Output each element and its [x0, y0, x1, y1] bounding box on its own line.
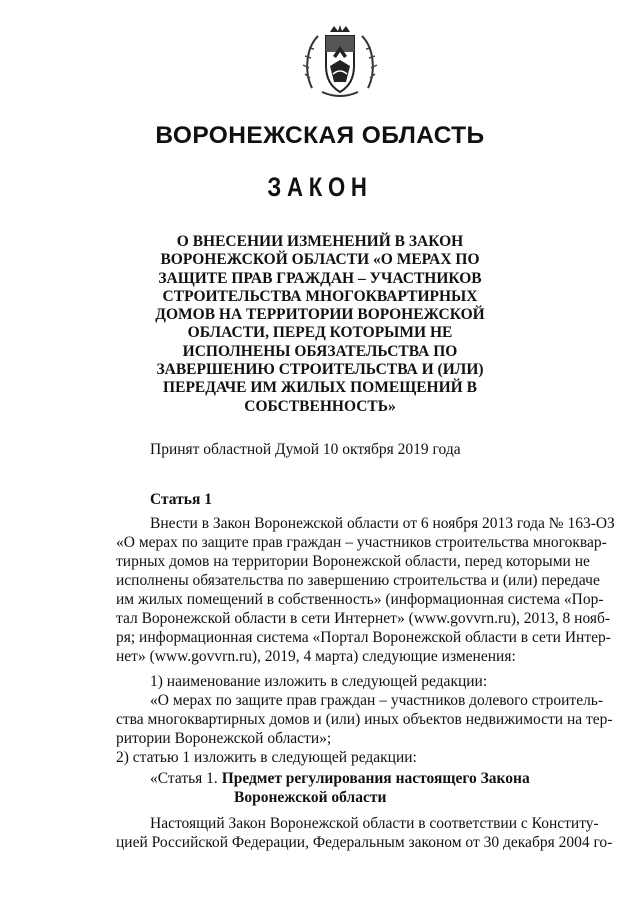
title-line: ДОМОВ НА ТЕРРИТОРИИ ВОРОНЕЖСКОЙ: [155, 306, 485, 324]
amendment-item: 1) наименование изложить в следующей редакции:: [150, 673, 488, 690]
title-line: СТРОИТЕЛЬСТВА МНОГОКВАРТИРНЫХ: [162, 287, 478, 305]
amendment-text: ства многоквартирных домов и (или) иных объектов недвижимости на тер-: [116, 711, 613, 728]
new-article-title-cont: Воронежской области: [234, 789, 387, 806]
article-1-line: «О мерах по защите прав граждан – участников строительства многоквар-: [116, 534, 607, 551]
coat-of-arms-icon: [300, 22, 380, 100]
law-title: [0, 233, 640, 416]
title-line: ЗАЩИТЕ ПРАВ ГРАЖДАН – УЧАСТНИКОВ: [158, 269, 482, 287]
title-line: ЗАВЕРШЕНИЮ СТРОИТЕЛЬСТВА И (ИЛИ): [156, 361, 484, 379]
article-1-line: ря; информационная система «Портал Воронежской области в сети Интер-: [116, 629, 611, 646]
title-line: ИСПОЛНЕНЫ ОБЯЗАТЕЛЬСТВА ПО: [182, 342, 458, 360]
amendment-item: 2) статью 1 изложить в следующей редакции:: [116, 749, 417, 766]
new-article-title: Предмет регулирования настоящего Закона: [221, 770, 530, 787]
new-article-heading: [150, 770, 638, 788]
title-line: О ВНЕСЕНИИ ИЗМЕНЕНИЙ В ЗАКОН: [176, 233, 464, 250]
document-type: ЗАКОН: [267, 172, 373, 202]
title-line: СОБСТВЕННОСТЬ»: [244, 397, 396, 415]
body-line: Настоящий Закон Воронежской области в соответствии с Конститу-: [150, 815, 599, 832]
article-1-line: тал Воронежской области в сети Интернет» (www.govvrn.ru), 2013, 8 нояб-: [116, 610, 611, 627]
amendment-text: ритории Воронежской области»;: [116, 730, 332, 747]
article-1-line: им жилых помещений в собственность» (информационная система «Пор-: [116, 591, 604, 608]
title-line: ПЕРЕДАЧЕ ИМ ЖИЛЫХ ПОМЕЩЕНИЙ В: [163, 379, 477, 397]
article-1-line: Внести в Закон Воронежской области от 6 ноября 2013 года № 163-ОЗ: [150, 515, 615, 532]
new-article-prefix: «Статья 1.: [150, 770, 222, 787]
amendment-text: «О мерах по защите прав граждан – участников долевого строитель-: [150, 692, 604, 709]
article-1-heading: Статья 1: [150, 491, 212, 508]
title-line: ОБЛАСТИ, ПЕРЕД КОТОРЫМИ НЕ: [187, 324, 453, 342]
body-line: цией Российской Федерации, Федеральным законом от 30 декабря 2004 го-: [116, 834, 613, 851]
article-1-line: исполнены обязательства по завершению строительства и (или) передаче: [116, 572, 600, 589]
adoption-date: Принят областной Думой 10 октября 2019 года: [150, 441, 461, 458]
title-line: ВОРОНЕЖСКОЙ ОБЛАСТИ «О МЕРАХ ПО: [160, 251, 480, 269]
article-1-line: нет» (www.govvrn.ru), 2019, 4 марта) следующие изменения:: [116, 648, 516, 665]
article-1-line: тирных домов на территории Воронежской области, перед которыми не: [116, 553, 590, 570]
region-name: ВОРОНЕЖСКАЯ ОБЛАСТЬ: [155, 122, 485, 149]
